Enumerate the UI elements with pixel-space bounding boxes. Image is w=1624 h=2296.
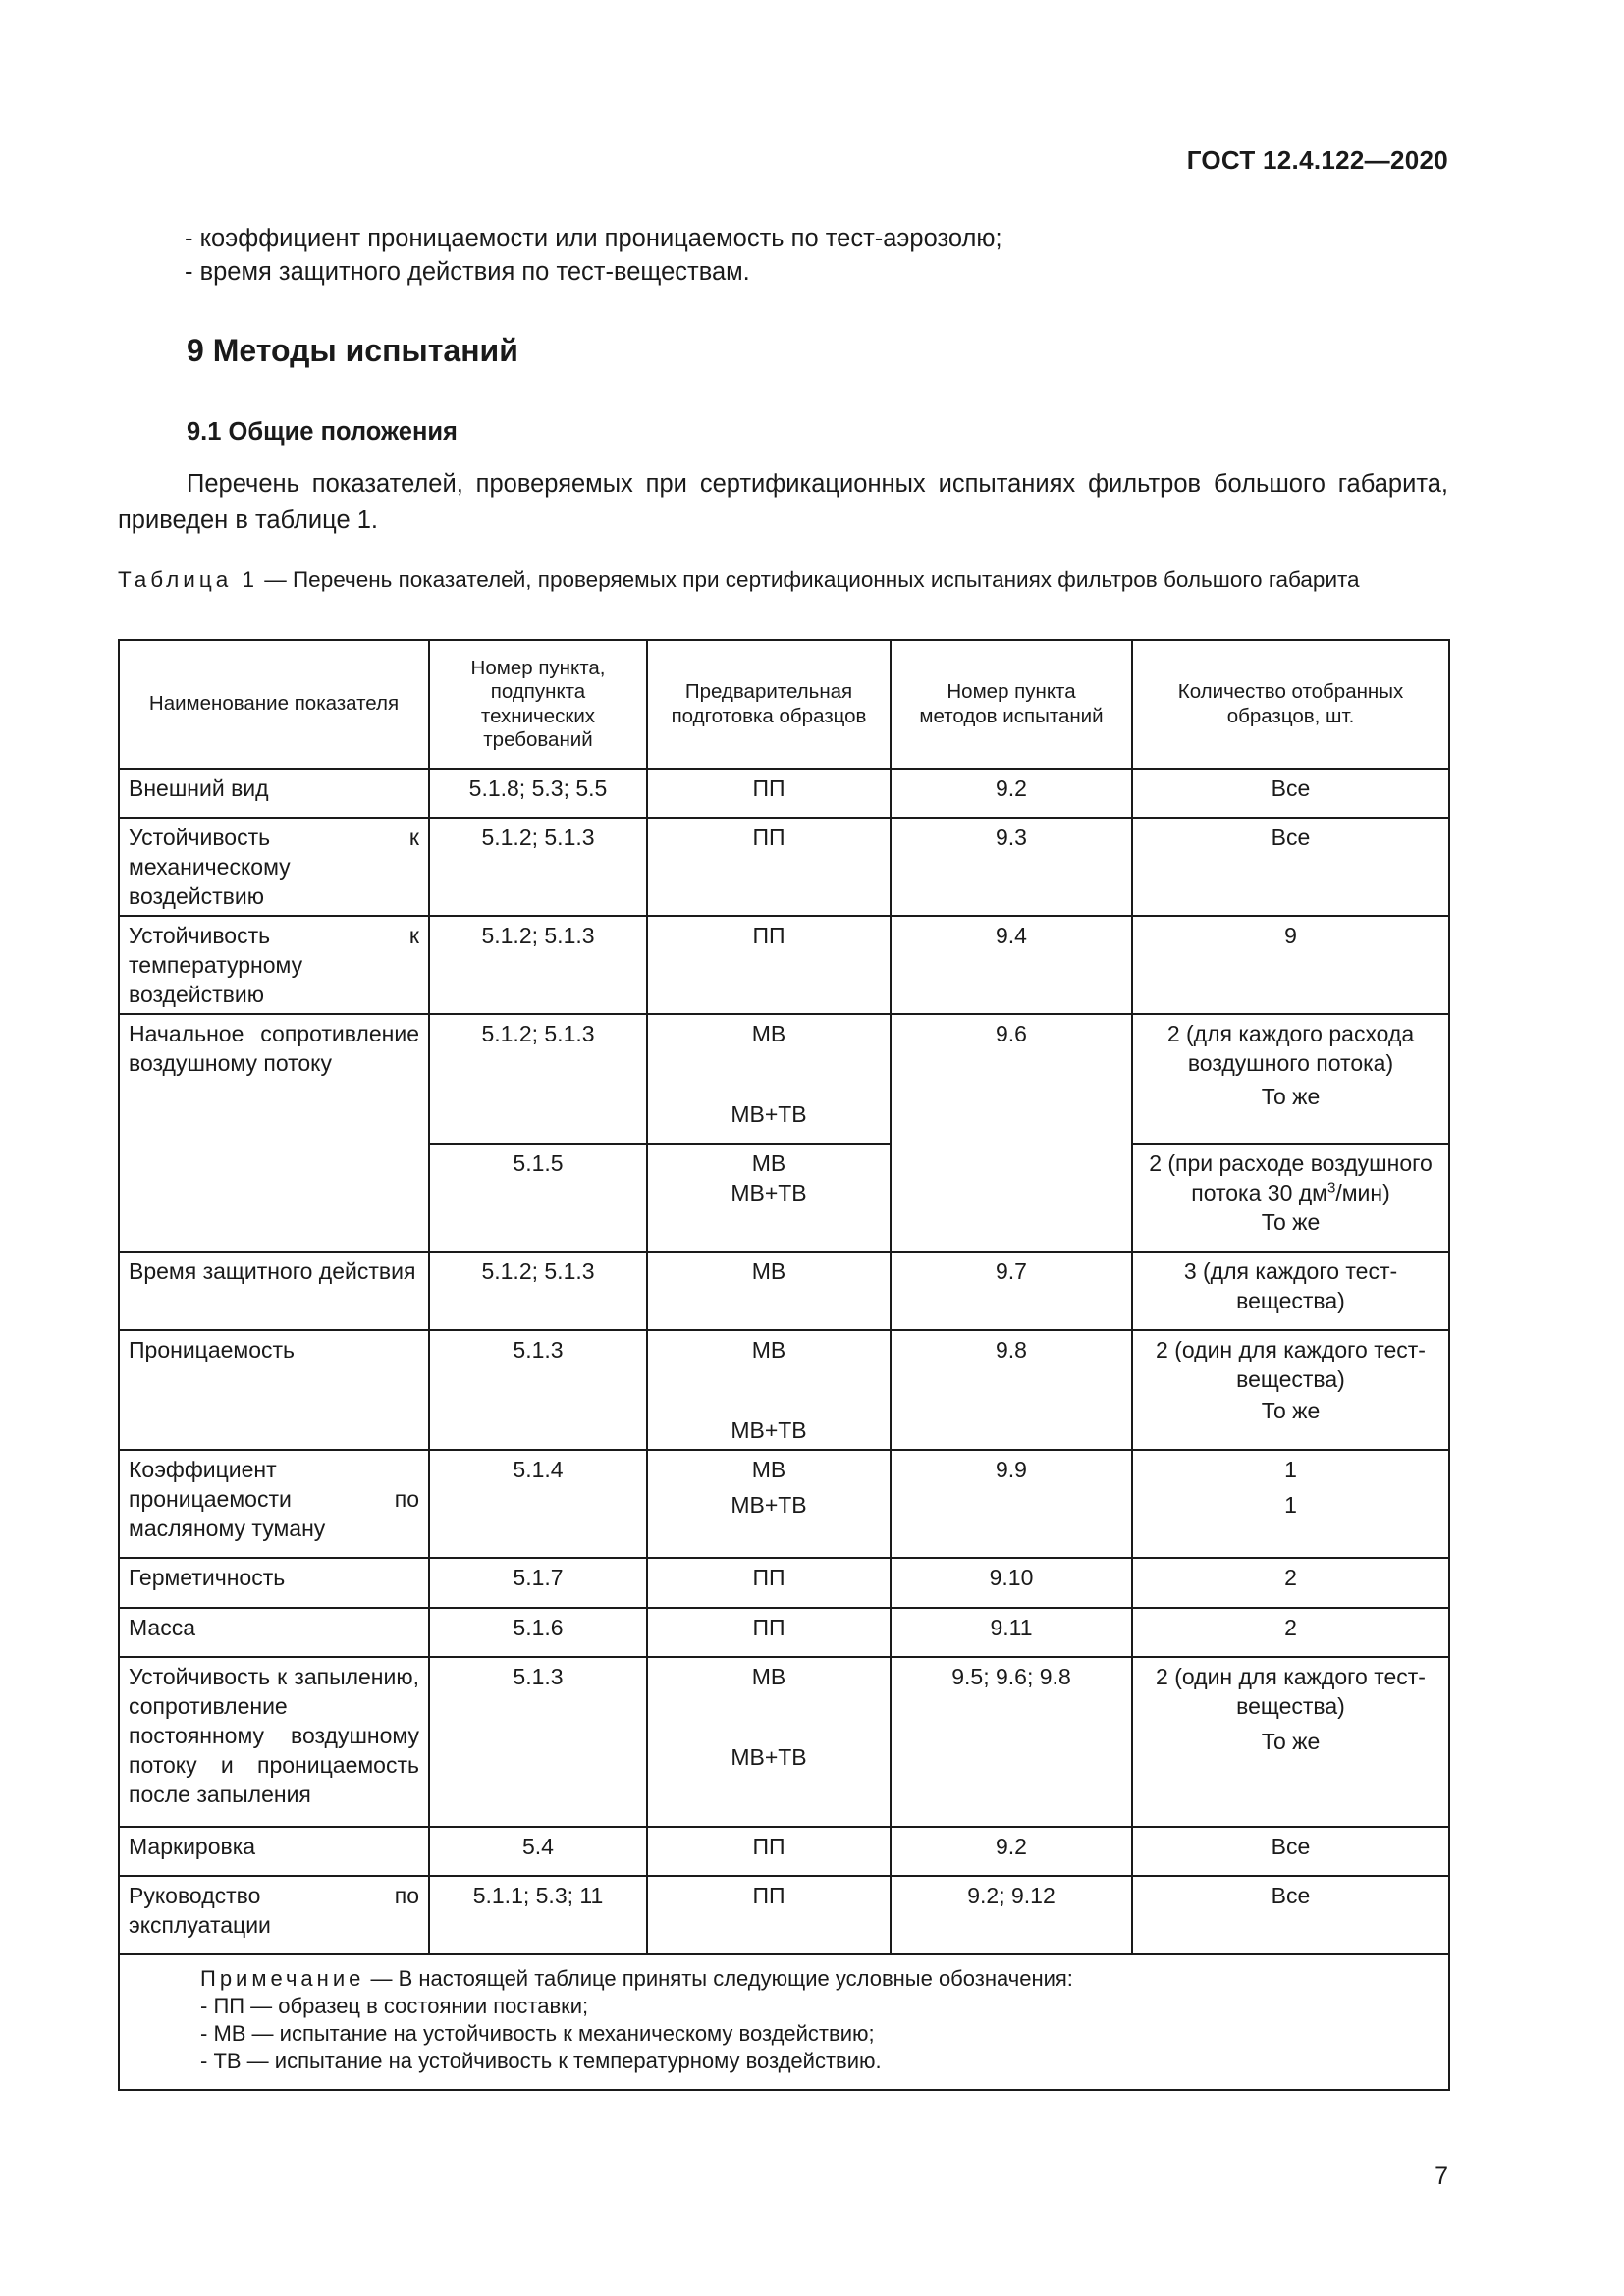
test-method-clause: 9.4 [891,916,1132,1014]
sample-count-value: 1 [1284,1457,1297,1482]
indicator-name: Устойчивость к механическому воздействию [119,818,429,916]
preparation-value: МВ [751,1337,786,1362]
preparation-value: МВ [751,1664,786,1689]
table-row [119,916,1449,1014]
test-method-clause: 9.8 [891,1330,1132,1450]
test-method-clause: 9.5; 9.6; 9.8 [891,1657,1132,1827]
sample-count-value: 2 (для каждого расхода воздушного потока) [1166,1021,1415,1076]
table-row [119,769,1449,818]
indicator-name: Внешний вид [119,769,429,818]
preparation [647,1330,891,1450]
preparation [647,1014,891,1144]
indicator-name: Масса [119,1608,429,1657]
table-row [119,1330,1449,1450]
section-title: 9 Методы испытаний [187,333,518,368]
sample-count: 3 (для каждого тест-вещества) [1132,1252,1449,1330]
indicator-name: Руководство по эксплуатации [119,1876,429,1954]
list-item: - коэффициент проницаемости или проницаемость по тест-аэрозолю; [185,225,1002,252]
preparation: ПП [647,916,891,1014]
sample-count-value: То же [1261,1398,1321,1423]
sample-count-value: То же [1261,1729,1321,1754]
sample-count-value: 1 [1284,1492,1297,1518]
table-row [119,1558,1449,1608]
indicator-name: Устойчивость к температурному воздействию [119,916,429,1014]
table-row [119,1608,1449,1657]
table-row [119,1657,1449,1827]
requirement-clause: 5.1.4 [429,1450,647,1558]
preparation-value: МВ+ТВ [731,1744,807,1770]
table-caption-label: Таблица 1 [118,567,258,592]
requirement-clause: 5.1.1; 5.3; 11 [429,1876,647,1954]
table-header-row [119,640,1449,769]
sample-count-value: 2 (один для каждого тест-вещества) [1156,1337,1426,1392]
table-caption-text: — Перечень показателей, проверяемых при сертификационных испытаниях фильтров большого габарита [258,567,1360,592]
preparation-value: МВ [751,1457,786,1482]
indicator-name: Начальное сопротивление воздушному потоку [119,1014,429,1252]
sample-count [1132,1330,1449,1450]
indicators-table [118,639,1450,2091]
sample-count: Все [1132,818,1449,916]
sample-count-value: То же [1261,1084,1321,1109]
note-heading [200,1965,1435,1993]
intro-list [185,222,1002,289]
preparation [647,1450,891,1558]
table-note [119,1954,1449,2090]
header-indicator-name: Наименование показателя [119,640,429,769]
table-row [119,1450,1449,1558]
sample-count: Все [1132,769,1449,818]
table-row [119,818,1449,916]
sample-count-value: 2 (один для каждого тест-вещества) [1156,1664,1426,1719]
requirement-clause: 5.1.2; 5.1.3 [429,1252,647,1330]
test-method-clause: 9.2 [891,1827,1132,1876]
test-method-clause: 9.11 [891,1608,1132,1657]
standard-designation: ГОСТ 12.4.122—2020 [1186,145,1448,175]
test-method-clause: 9.3 [891,818,1132,916]
test-method-clause: 9.2; 9.12 [891,1876,1132,1954]
preparation-value: МВ [751,1150,786,1176]
sample-count [1132,1014,1449,1144]
header-sample-count: Количество отобранных образцов, шт. [1132,640,1449,769]
preparation: МВ [647,1252,891,1330]
preparation: ПП [647,1876,891,1954]
preparation: ПП [647,1558,891,1608]
indicator-name: Время защитного действия [119,1252,429,1330]
preparation: ПП [647,818,891,916]
subsection-title: 9.1 Общие положения [187,418,458,446]
requirement-clause: 5.1.2; 5.1.3 [429,916,647,1014]
preparation: ПП [647,1608,891,1657]
table-caption [118,564,1448,595]
requirement-clause: 5.1.2; 5.1.3 [429,1014,647,1144]
requirement-clause: 5.1.5 [429,1144,647,1252]
table-note-row [119,1954,1449,2090]
preparation-value: МВ [751,1021,786,1046]
list-item: - время защитного действия по тест-веществам. [185,258,750,286]
sample-count [1132,1450,1449,1558]
requirement-clause: 5.1.6 [429,1608,647,1657]
test-method-clause: 9.10 [891,1558,1132,1608]
sample-count [1132,1657,1449,1827]
indicator-name: Устойчивость к запылению, сопротивление постоянному воздушному потоку и проницаемость после запыления [119,1657,429,1827]
sample-count [1132,1144,1449,1252]
test-method-clause: 9.7 [891,1252,1132,1330]
table-row [119,1014,1449,1144]
preparation: ПП [647,769,891,818]
requirement-clause: 5.1.3 [429,1330,647,1450]
sample-count: 2 [1132,1558,1449,1608]
requirement-clause: 5.4 [429,1827,647,1876]
header-preparation: Предварительная подготовка образцов [647,640,891,769]
test-method-clause: 9.9 [891,1450,1132,1558]
requirement-clause: 5.1.7 [429,1558,647,1608]
table-row [119,1827,1449,1876]
note-label: Примечание [200,1966,365,1991]
indicator-name: Проницаемость [119,1330,429,1450]
test-method-clause: 9.6 [891,1014,1132,1252]
note-item: - ТВ — испытание на устойчивость к температурному воздействию. [200,2049,882,2073]
indicator-name: Маркировка [119,1827,429,1876]
preparation: ПП [647,1827,891,1876]
preparation-value: МВ+ТВ [731,1417,807,1443]
requirement-clause: 5.1.3 [429,1657,647,1827]
note-item: - ПП — образец в состоянии поставки; [200,1994,589,2018]
sample-count: 9 [1132,916,1449,1014]
indicator-name: Коэффициент проницаемости по масляному туману [119,1450,429,1558]
table-row [119,1252,1449,1330]
preparation-value: МВ+ТВ [731,1180,807,1205]
requirement-clause: 5.1.2; 5.1.3 [429,818,647,916]
page-number: 7 [1435,2163,1448,2190]
sample-count-value: То же [1261,1209,1321,1235]
test-method-clause: 9.2 [891,769,1132,818]
preparation-value: МВ+ТВ [731,1101,807,1127]
preparation-value: МВ+ТВ [731,1492,807,1518]
preparation [647,1657,891,1827]
note-item: - МВ — испытание на устойчивость к механическому воздействию; [200,2021,875,2046]
requirement-clause: 5.1.8; 5.3; 5.5 [429,769,647,818]
body-paragraph: Перечень показателей, проверяемых при сертификационных испытаниях фильтров большого габарита, приведен в таблице 1. [118,470,1448,534]
indicator-name: Герметичность [119,1558,429,1608]
table-row [119,1876,1449,1954]
header-requirement-clause: Номер пункта, подпункта технических требований [429,640,647,769]
sample-count: Все [1132,1876,1449,1954]
sample-count: Все [1132,1827,1449,1876]
sample-count-text: /мин) [1335,1180,1390,1205]
header-test-method-clause: Номер пункта методов испытаний [891,640,1132,769]
note-intro: — В настоящей таблице приняты следующие условные обозначения: [364,1966,1073,1991]
sample-count-exponent: 3 [1327,1179,1336,1197]
sample-count: 2 [1132,1608,1449,1657]
preparation [647,1144,891,1252]
sample-count-value [1142,1148,1439,1207]
sample-count-text: 2 (при расходе воздушного потока 30 дм [1149,1150,1433,1205]
